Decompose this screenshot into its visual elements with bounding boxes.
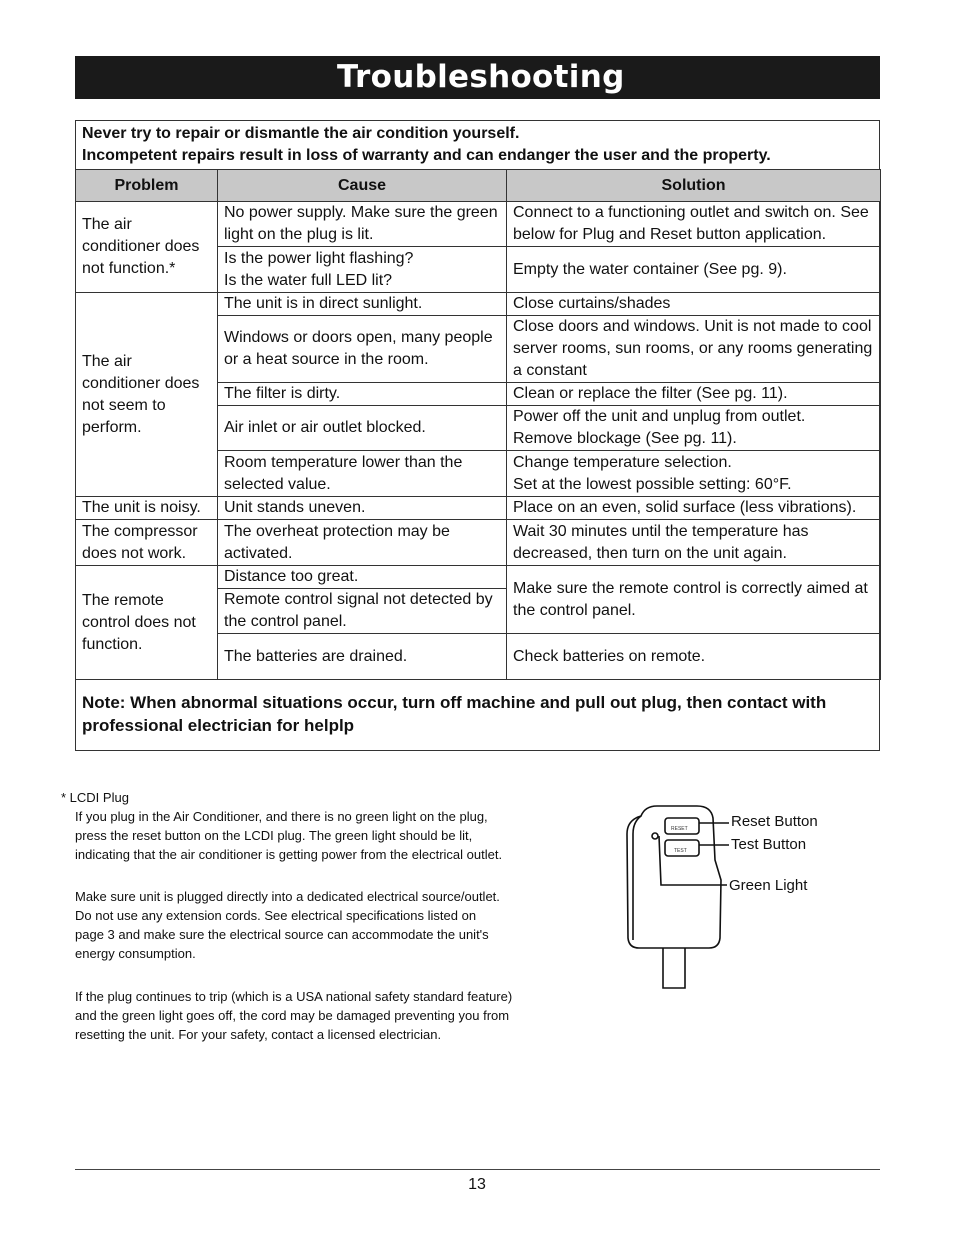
- test-text: TEST: [674, 848, 687, 854]
- solution-cell: [507, 451, 881, 497]
- footnote-line: and the green light goes off, the cord may be damaged preventing you from: [75, 1008, 510, 1023]
- green-light-label: Green Light: [729, 877, 808, 894]
- footnote-paragraph-3: [75, 987, 512, 1044]
- header-problem: Problem: [76, 170, 218, 202]
- solution-cell: Close doors and windows. Unit is not made to cool server rooms, sun rooms, or any rooms generating a constant: [507, 316, 881, 383]
- cause-cell: Air inlet or air outlet blocked.: [218, 406, 507, 451]
- footer-rule: [75, 1169, 880, 1170]
- warning-line-2: Incompetent repairs result in loss of warranty and can endanger the user and the property.: [82, 147, 771, 164]
- table-row: [76, 202, 881, 247]
- footnote-line: resetting the unit. For your safety, contact a licensed electrician.: [75, 1027, 442, 1042]
- troubleshooting-table: [75, 169, 881, 680]
- solution-line: Remove blockage (See pg. 11).: [513, 430, 737, 447]
- warning-text: [82, 123, 872, 167]
- table-row: [76, 520, 881, 566]
- problem-cell: The compressor does not work.: [76, 520, 218, 566]
- cause-cell: Unit stands uneven.: [218, 497, 507, 520]
- header-solution: Solution: [507, 170, 881, 202]
- reset-button-label: Reset Button: [731, 813, 818, 830]
- solution-cell: Clean or replace the filter (See pg. 11).: [507, 383, 881, 406]
- table-row: [76, 293, 881, 316]
- green-leader-line: [659, 836, 727, 885]
- footnote-line: If you plug in the Air Conditioner, and there is no green light on the plug,: [75, 809, 488, 824]
- footnote-line: If the plug continues to trip (which is a USA national safety standard feature): [75, 989, 513, 1004]
- cause-cell: Distance too great.: [218, 566, 507, 589]
- reset-text: RESET: [671, 826, 688, 832]
- footnote-paragraph-2: [75, 887, 500, 963]
- table-row: [76, 497, 881, 520]
- solution-cell: Check batteries on remote.: [507, 634, 881, 680]
- cause-cell: Room temperature lower than the selected value.: [218, 451, 507, 497]
- cause-cell: [218, 247, 507, 293]
- solution-line: Power off the unit and unplug from outlet.: [513, 408, 806, 425]
- footnote-line: energy consumption.: [75, 946, 196, 961]
- footnote-heading: * LCDI Plug: [61, 790, 129, 805]
- cause-cell: Remote control signal not detected by the control panel.: [218, 589, 507, 634]
- cause-line: Is the power light flashing?: [224, 249, 414, 267]
- header-cause: Cause: [218, 170, 507, 202]
- cause-cell: The filter is dirty.: [218, 383, 507, 406]
- cause-cell: The unit is in direct sunlight.: [218, 293, 507, 316]
- note-text: Note: When abnormal situations occur, turn off machine and pull out plug, then contact with professional electrician for helplp: [82, 693, 827, 735]
- page-title: Troubleshooting: [75, 56, 880, 99]
- warning-line-1: Never try to repair or dismantle the air condition yourself.: [82, 125, 520, 142]
- problem-cell: The remote control does not function.: [76, 566, 218, 680]
- solution-cell: Place on an even, solid surface (less vibrations).: [507, 497, 881, 520]
- solution-cell: Close curtains/shades: [507, 293, 881, 316]
- plug-cord: [663, 948, 685, 988]
- solution-cell: Make sure the remote control is correctly aimed at the control panel.: [507, 566, 881, 634]
- page-number: 13: [468, 1176, 486, 1193]
- solution-cell: Wait 30 minutes until the temperature has decreased, then turn on the unit again.: [507, 520, 881, 566]
- test-button-label: Test Button: [731, 836, 807, 853]
- solution-cell: [507, 406, 881, 451]
- cause-cell: The overheat protection may be activated.: [218, 520, 507, 566]
- table-header-row: [76, 170, 881, 202]
- solution-line: Change temperature selection.: [513, 453, 732, 471]
- problem-cell: The unit is noisy.: [76, 497, 218, 520]
- cause-line: Is the water full LED lit?: [224, 271, 393, 289]
- problem-cell: The air conditioner does not seem to perform.: [76, 293, 218, 497]
- footnote-line: Do not use any extension cords. See electrical specifications listed on: [75, 908, 477, 923]
- footnote-line: Make sure unit is plugged directly into a dedicated electrical source/outlet.: [75, 889, 500, 904]
- solution-line: Set at the lowest possible setting: 60°F.: [513, 475, 792, 493]
- footnote-line: press the reset button on the LCDI plug. The green light should be lit,: [75, 828, 473, 843]
- green-light-shape: [652, 833, 658, 839]
- cause-cell: The batteries are drained.: [218, 634, 507, 680]
- solution-cell: Empty the water container (See pg. 9).: [507, 247, 881, 293]
- footnote-line: page 3 and make sure the electrical source can accommodate the unit's: [75, 927, 489, 942]
- cause-cell: Windows or doors open, many people or a heat source in the room.: [218, 316, 507, 383]
- plug-back-edge: [633, 816, 641, 940]
- problem-cell: The air conditioner does not function.*: [76, 202, 218, 293]
- table-row: [76, 566, 881, 589]
- footnote-line: indicating that the air conditioner is getting power from the electrical outlet.: [75, 847, 503, 862]
- solution-cell: Connect to a functioning outlet and switch on. See below for Plug and Reset button application.: [507, 202, 881, 247]
- cause-cell: No power supply. Make sure the green light on the plug is lit.: [218, 202, 507, 247]
- footnote-paragraph-1: [75, 807, 502, 864]
